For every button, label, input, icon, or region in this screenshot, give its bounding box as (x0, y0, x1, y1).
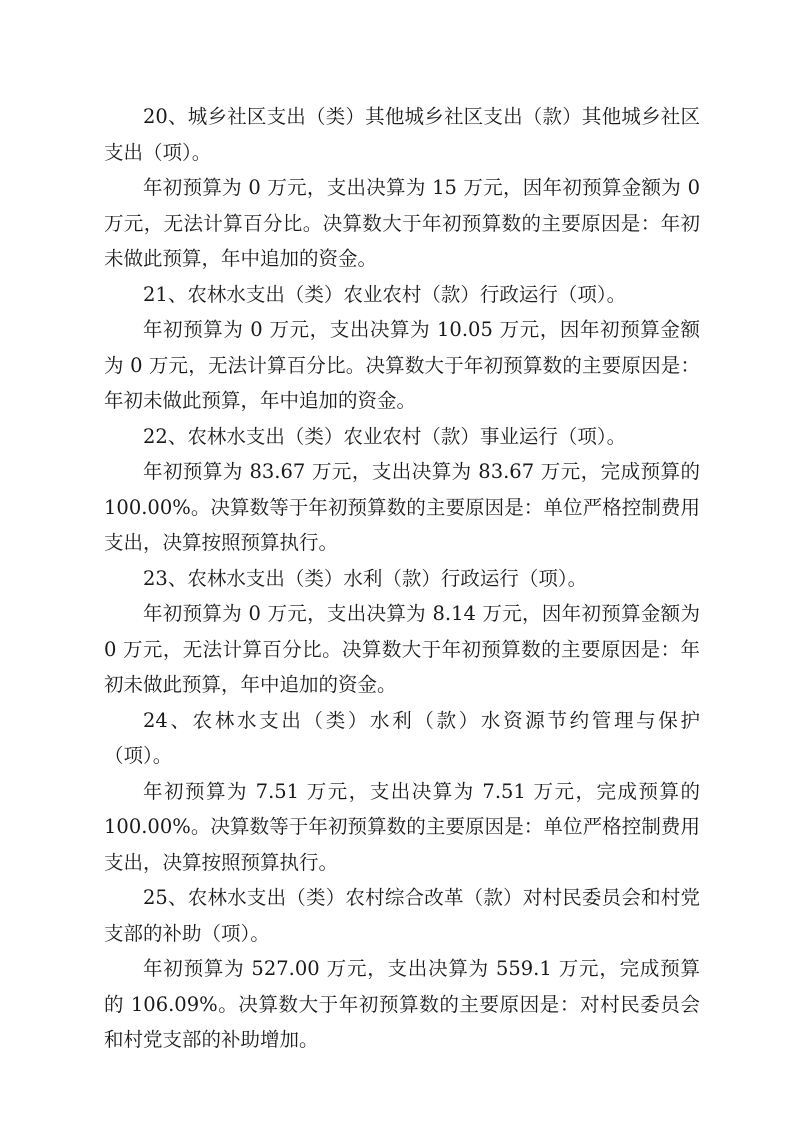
heading-item-25: 25、农林水支出（类）农村综合改革（款）对村民委员会和村党支部的补助（项）。 (104, 886, 700, 945)
heading-item-22: 22、农林水支出（类）农业农村（款）事业运行（项）。 (143, 424, 627, 448)
paragraph-item-22: 年初预算为 83.67 万元，支出决算为 83.67 万元，完成预算的 100.00%。决算数等于年初预算数的主要原因是：单位严格控制费用支出，决算按照预算执行。 (104, 460, 700, 554)
document-body (104, 99, 700, 1058)
paragraph-item-23: 年初预算为 0 万元，支出决算为 8.14 万元，因年初预算金额为 0 万元，无法计算百分比。决算数大于年初预算数的主要原因是：年初未做此预算，年中追加的资金。 (104, 602, 700, 696)
heading-item-24: 24、农林水支出（类）水利（款）水资源节约管理与保护（项）。 (104, 708, 700, 767)
paragraph-item-21: 年初预算为 0 万元，支出决算为 10.05 万元，因年初预算金额为 0 万元，无法计算百分比。决算数大于年初预算数的主要原因是：年初未做此预算，年中追加的资金。 (104, 318, 700, 412)
paragraph-item-25: 年初预算为 527.00 万元，支出决算为 559.1 万元，完成预算的 106.09%。决算数大于年初预算数的主要原因是：对村民委员会和村党支部的补助增加。 (104, 957, 700, 1051)
paragraph-item-20: 年初预算为 0 万元，支出决算为 15 万元，因年初预算金额为 0 万元，无法计算百分比。决算数大于年初预算数的主要原因是：年初未做此预算，年中追加的资金。 (104, 176, 700, 270)
heading-item-20: 20、城乡社区支出（类）其他城乡社区支出（款）其他城乡社区支出（项）。 (104, 105, 700, 164)
heading-item-21: 21、农林水支出（类）农业农村（款）行政运行（项）。 (143, 282, 627, 306)
paragraph-item-24: 年初预算为 7.51 万元，支出决算为 7.51 万元，完成预算的 100.00%。决算数等于年初预算数的主要原因是：单位严格控制费用支出，决算按照预算执行。 (104, 779, 700, 874)
heading-item-23: 23、农林水支出（类）水利（款）行政运行（项）。 (143, 566, 588, 590)
